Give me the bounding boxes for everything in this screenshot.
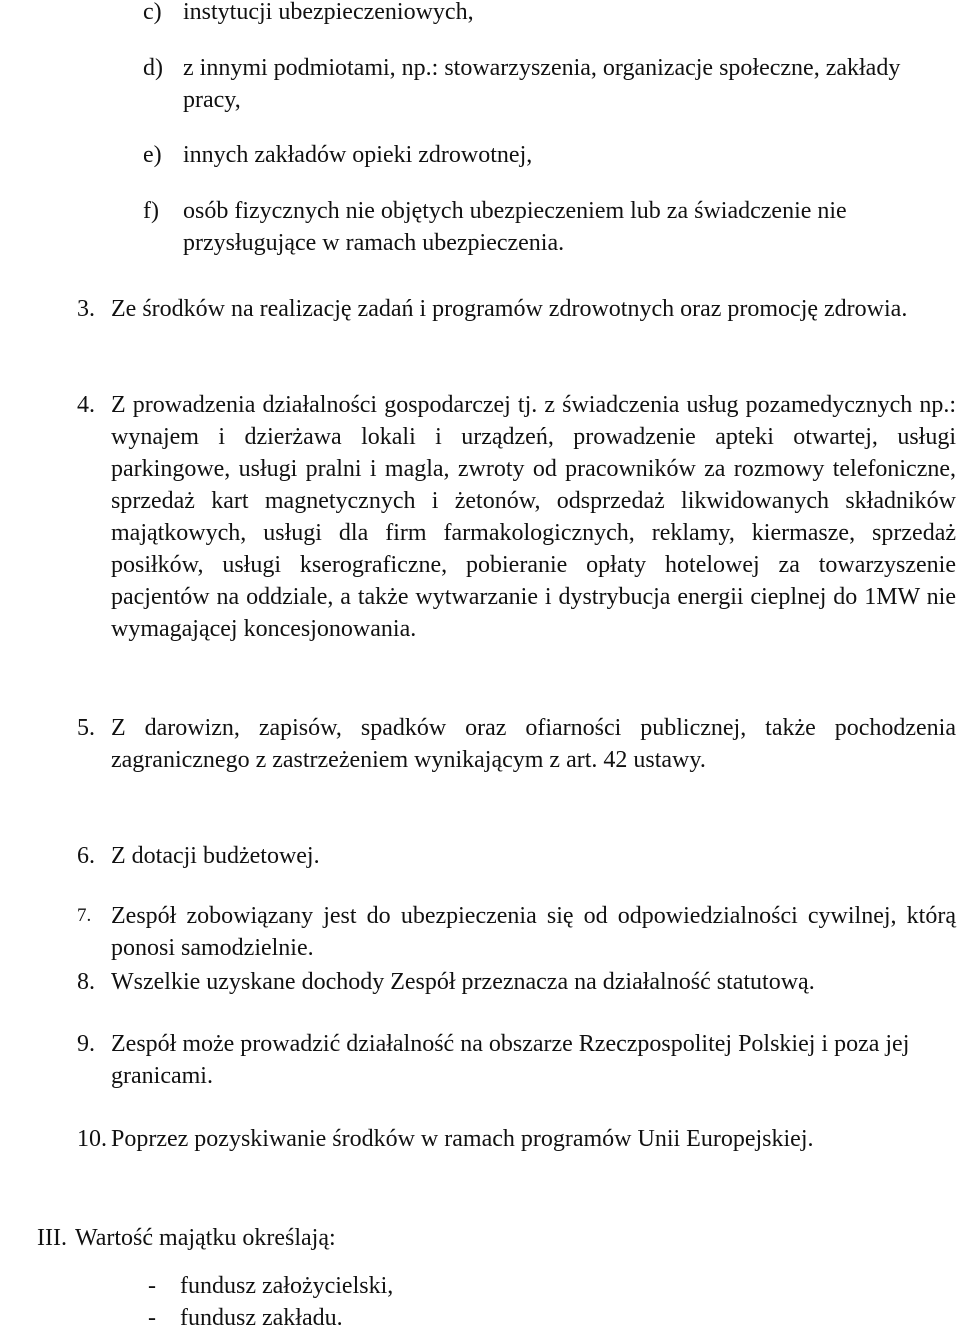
list-marker: 9. <box>77 1031 95 1057</box>
fund-item-text: fundusz zakładu. <box>180 1305 343 1331</box>
list-item-text: Wszelkie uzyskane dochody Zespół przeznacza na działalność statutową. <box>111 969 815 995</box>
section-number: III. <box>37 1225 67 1251</box>
list-marker: 10. <box>77 1126 107 1152</box>
list-item-f <box>143 195 960 259</box>
fund-list-item <box>148 1270 393 1302</box>
numbered-item-10 <box>77 1123 957 1155</box>
dash-marker: - <box>148 1305 156 1331</box>
list-item-text: Poprzez pozyskiwanie środków w ramach programów Unii Europejskiej. <box>111 1126 814 1152</box>
numbered-item-9 <box>77 1028 957 1092</box>
list-item-c <box>143 0 960 28</box>
list-marker: c) <box>143 0 162 25</box>
list-marker: 4. <box>77 392 95 418</box>
fund-item-text: fundusz założycielski, <box>180 1273 394 1299</box>
list-marker: e) <box>143 142 162 168</box>
list-marker: 6. <box>77 843 95 869</box>
list-item-text: Ze środków na realizację zadań i programów zdrowotnych oraz promocję zdrowia. <box>111 296 908 322</box>
list-item-text: Z prowadzenia działalności gospodarczej tj. z świadczenia usług pozamedycznych np.: wynajem i dzierżawa lokali i urządzeń, prowadzenie apteki otwartej, usługi parkingowe, usługi pralni i magla, zwroty od pracowników za rozmowy telefoniczne, sprzedaż kart magnetycznych i żetonów, odsprzedaż likwidowanych składników majątkowych, usługi dla firm farmakologicznych, reklamy, kiermasze, sprzedaż posiłków, usługi kserograficzne, pobieranie opłaty hotelowej za towarzyszenie pacjentów na oddziale, a także wytwarzanie i dystrybucja energii cieplnej do 1MW nie wymagającej koncesjonowania. <box>111 392 956 642</box>
list-item-text: Z dotacji budżetowej. <box>111 843 320 869</box>
list-item-d <box>143 52 960 116</box>
numbered-item-5 <box>77 712 957 776</box>
fund-list-item <box>148 1302 343 1334</box>
dash-marker: - <box>148 1273 156 1299</box>
list-marker: 3. <box>77 296 95 322</box>
list-item-text: instytucji ubezpieczeniowych, <box>183 0 474 25</box>
list-item-text: osób fizycznych nie objętych ubezpieczeniem lub za świadczenie nie przysługujące w ramach ubezpieczenia. <box>183 198 847 256</box>
numbered-item-6 <box>77 840 957 872</box>
list-item-text: Zespół może prowadzić działalność na obszarze Rzeczpospolitej Polskiej i poza jej granicami. <box>111 1031 910 1089</box>
list-marker: 5. <box>77 715 95 741</box>
list-item-text: Z darowizn, zapisów, spadków oraz ofiarności publicznej, także pochodzenia zagranicznego z zastrzeżeniem wynikającym z art. 42 ustawy. <box>111 715 956 773</box>
list-item-e <box>143 139 960 171</box>
numbered-item-8 <box>77 966 957 998</box>
list-item-text: z innymi podmiotami, np.: stowarzyszenia, organizacje społeczne, zakłady pracy, <box>183 55 901 113</box>
list-item-text: Zespół zobowiązany jest do ubezpieczenia się od odpowiedzialności cywilnej, którą ponosi samodzielnie. <box>111 903 956 961</box>
list-marker: f) <box>143 198 159 224</box>
list-marker: d) <box>143 55 163 81</box>
numbered-item-3 <box>77 293 957 325</box>
section-heading: Wartość majątku określają: <box>75 1225 336 1251</box>
list-item-text: innych zakładów opieki zdrowotnej, <box>183 142 533 168</box>
list-marker: 8. <box>77 969 95 995</box>
numbered-item-4 <box>77 389 957 645</box>
list-marker: 7. <box>77 905 92 926</box>
numbered-item-7 <box>77 900 957 964</box>
